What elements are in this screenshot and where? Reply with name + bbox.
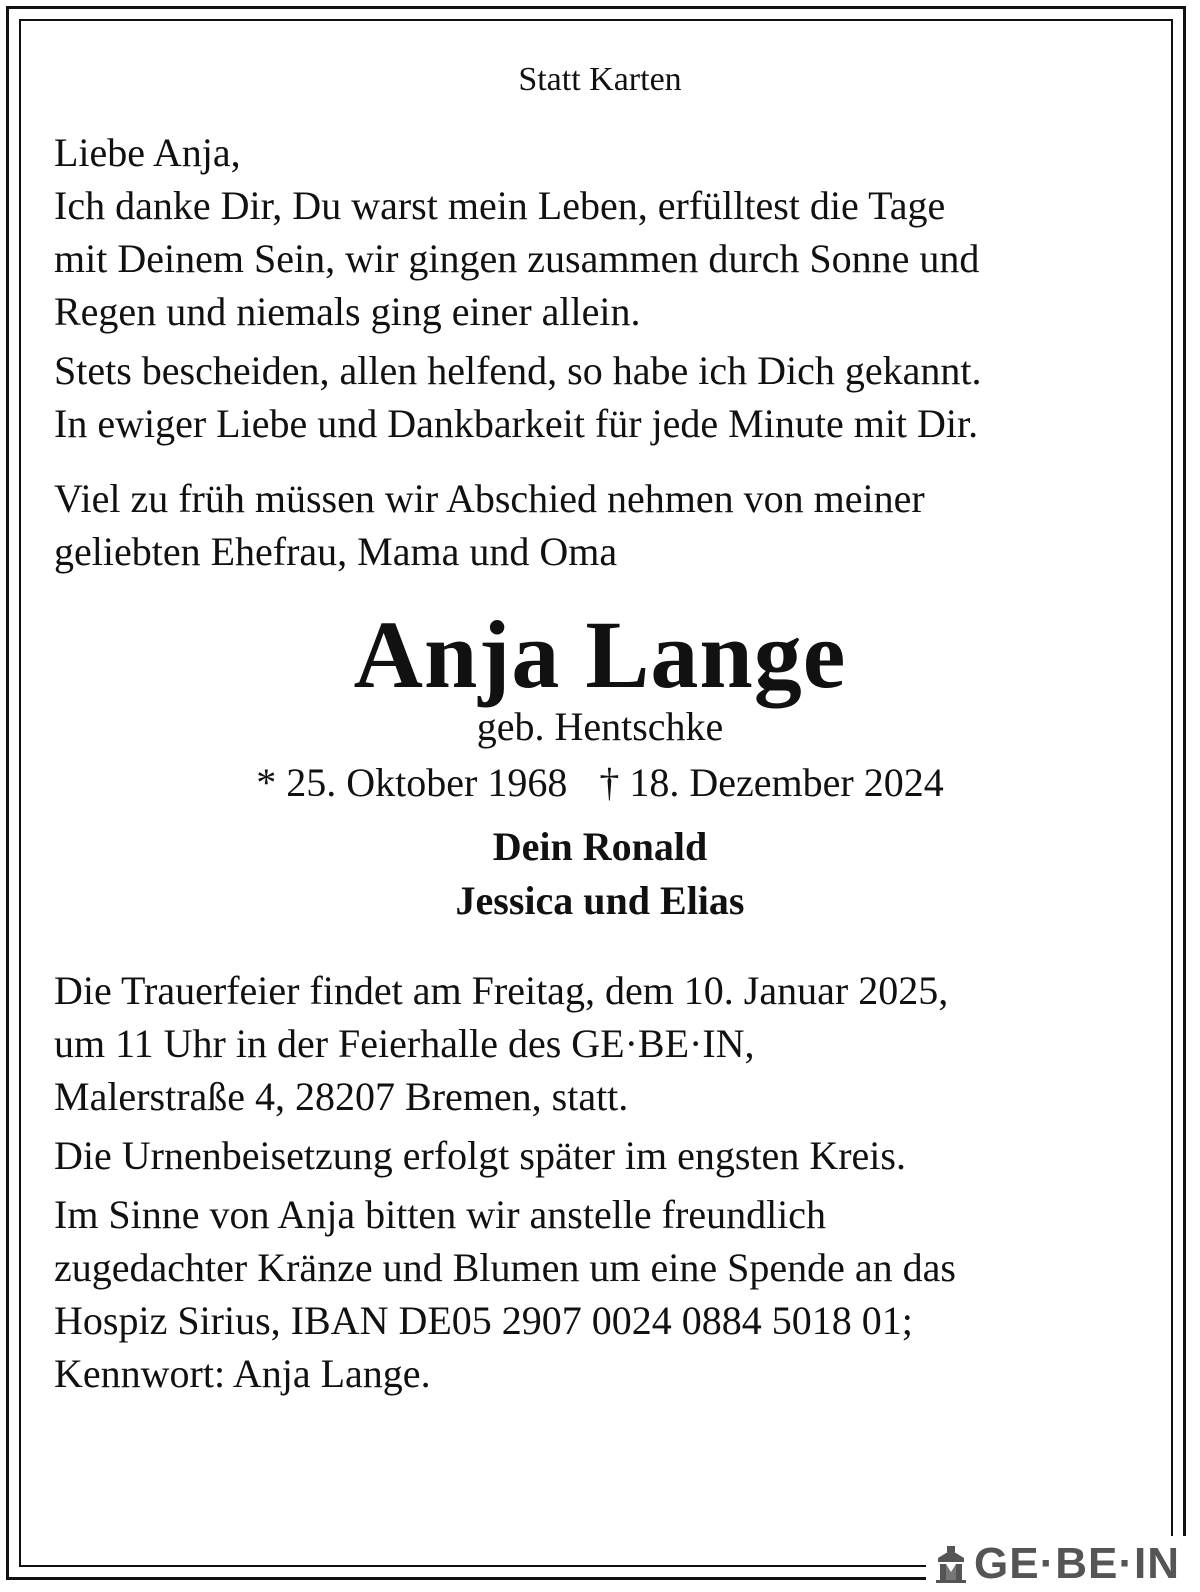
tribute-line: In ewiger Liebe und Dankbarkeit für jede Minute mit Dir.: [54, 401, 979, 446]
mourners-block: [0, 820, 1200, 928]
deceased-name: Anja Lange: [353, 601, 847, 708]
donation-paragraph: [54, 1188, 1154, 1400]
ceremony-paragraph: [54, 964, 1154, 1123]
donation-line: zugedachter Kränze und Blumen um eine Spende an das: [54, 1245, 956, 1290]
tribute-line: Stets bescheiden, allen helfend, so habe ich Dich gekannt.: [54, 348, 982, 393]
mourner-line: Dein Ronald: [492, 824, 708, 869]
farewell-line: Viel zu früh müssen wir Abschied nehmen von meiner: [54, 476, 925, 521]
deceased-birth-name: geb. Hentschke: [476, 704, 724, 749]
ceremony-line: Die Trauerfeier findet am Freitag, dem 10. Januar 2025,: [54, 968, 949, 1013]
letter-line: mit Deinem Sein, wir gingen zusammen durch Sonne und: [54, 236, 980, 281]
letter-salutation: Liebe Anja,: [54, 130, 241, 175]
tribute-paragraph: [54, 344, 1154, 450]
letter-line: Ich danke Dir, Du warst mein Leben, erfülltest die Tage: [54, 183, 946, 228]
letter-paragraph: [54, 126, 1154, 338]
ceremony-line: Malerstraße 4, 28207 Bremen, statt.: [54, 1074, 629, 1119]
death-date: † 18. Dezember 2024: [599, 760, 944, 805]
donation-line: Im Sinne von Anja bitten wir anstelle freundlich: [54, 1192, 827, 1237]
burial-paragraph: Die Urnenbeisetzung erfolgt später im engsten Kreis.: [54, 1133, 906, 1178]
ceremony-line: um 11 Uhr in der Feierhalle des GE·BE·IN,: [54, 1021, 755, 1066]
gebein-logo: [926, 1536, 1186, 1592]
header-statt-karten: Statt Karten: [518, 61, 682, 98]
letter-line: Regen und niemals ging einer allein.: [54, 289, 641, 334]
farewell-paragraph: [54, 472, 1154, 578]
donation-line: Kennwort: Anja Lange.: [54, 1351, 431, 1396]
mourner-line: Jessica und Elias: [455, 878, 745, 923]
deceased-dates: [0, 756, 1200, 810]
obituary-content: [54, 50, 1154, 1400]
gebein-building-icon: [934, 1544, 968, 1584]
gebein-logo-text: GE·BE·IN: [974, 1539, 1180, 1588]
farewell-line: geliebten Ehefrau, Mama und Oma: [54, 529, 618, 574]
birth-date: * 25. Oktober 1968: [256, 760, 568, 805]
donation-line: Hospiz Sirius, IBAN DE05 2907 0024 0884 5018 01;: [54, 1298, 913, 1343]
